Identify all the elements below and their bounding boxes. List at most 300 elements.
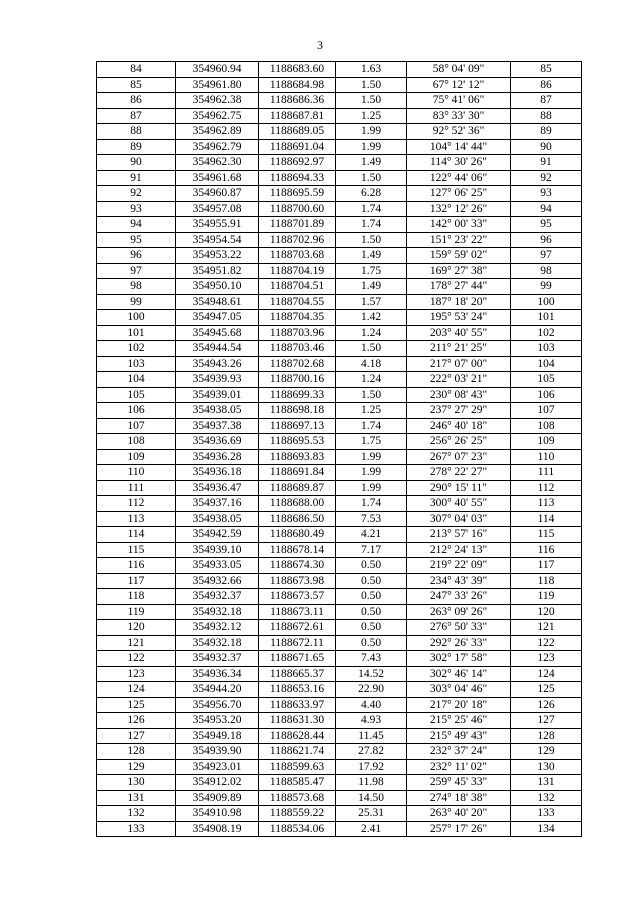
table-row	[97, 155, 582, 171]
bearing-cell: 151° 23' 22"	[407, 232, 511, 248]
next-point-cell: 130	[511, 759, 582, 775]
table-row	[97, 279, 582, 295]
y-coordinate-cell: 1188703.68	[259, 248, 336, 264]
bearing-cell: 75° 41' 06"	[407, 93, 511, 109]
bearing-cell: 247° 33' 26"	[407, 589, 511, 605]
point-number-cell: 124	[97, 682, 176, 698]
distance-cell: 22.90	[336, 682, 407, 698]
distance-cell: 1.74	[336, 217, 407, 233]
x-coordinate-cell: 354932.18	[176, 604, 259, 620]
distance-cell: 14.50	[336, 790, 407, 806]
point-number-cell: 91	[97, 170, 176, 186]
y-coordinate-cell: 1188701.89	[259, 217, 336, 233]
bearing-cell: 267° 07' 23"	[407, 449, 511, 465]
bearing-cell: 195° 53' 24"	[407, 310, 511, 326]
y-coordinate-cell: 1188689.87	[259, 480, 336, 496]
bearing-cell: 274° 18' 38"	[407, 790, 511, 806]
y-coordinate-cell: 1188631.30	[259, 713, 336, 729]
y-coordinate-cell: 1188674.30	[259, 558, 336, 574]
y-coordinate-cell: 1188698.18	[259, 403, 336, 419]
point-number-cell: 125	[97, 697, 176, 713]
x-coordinate-cell: 354909.89	[176, 790, 259, 806]
table-row	[97, 77, 582, 93]
distance-cell: 1.99	[336, 480, 407, 496]
x-coordinate-cell: 354933.05	[176, 558, 259, 574]
distance-cell: 11.45	[336, 728, 407, 744]
table-row	[97, 511, 582, 527]
x-coordinate-cell: 354932.12	[176, 620, 259, 636]
bearing-cell: 217° 20' 18"	[407, 697, 511, 713]
next-point-cell: 91	[511, 155, 582, 171]
point-number-cell: 87	[97, 108, 176, 124]
x-coordinate-cell: 354962.89	[176, 124, 259, 140]
point-number-cell: 84	[97, 62, 176, 78]
x-coordinate-cell: 354948.61	[176, 294, 259, 310]
distance-cell: 1.74	[336, 496, 407, 512]
distance-cell: 1.57	[336, 294, 407, 310]
bearing-cell: 263° 09' 26"	[407, 604, 511, 620]
x-coordinate-cell: 354957.08	[176, 201, 259, 217]
x-coordinate-cell: 354939.10	[176, 542, 259, 558]
distance-cell: 1.50	[336, 93, 407, 109]
next-point-cell: 127	[511, 713, 582, 729]
point-number-cell: 85	[97, 77, 176, 93]
next-point-cell: 132	[511, 790, 582, 806]
y-coordinate-cell: 1188695.59	[259, 186, 336, 202]
next-point-cell: 111	[511, 465, 582, 481]
distance-cell: 7.53	[336, 511, 407, 527]
table-row	[97, 744, 582, 760]
point-number-cell: 120	[97, 620, 176, 636]
x-coordinate-cell: 354949.18	[176, 728, 259, 744]
table-row	[97, 806, 582, 822]
x-coordinate-cell: 354962.38	[176, 93, 259, 109]
distance-cell: 1.50	[336, 77, 407, 93]
distance-cell: 4.18	[336, 356, 407, 372]
next-point-cell: 99	[511, 279, 582, 295]
y-coordinate-cell: 1188700.16	[259, 372, 336, 388]
next-point-cell: 98	[511, 263, 582, 279]
table-row	[97, 775, 582, 791]
next-point-cell: 116	[511, 542, 582, 558]
next-point-cell: 85	[511, 62, 582, 78]
point-number-cell: 130	[97, 775, 176, 791]
point-number-cell: 108	[97, 434, 176, 450]
x-coordinate-cell: 354955.91	[176, 217, 259, 233]
next-point-cell: 110	[511, 449, 582, 465]
y-coordinate-cell: 1188573.68	[259, 790, 336, 806]
distance-cell: 1.50	[336, 387, 407, 403]
point-number-cell: 113	[97, 511, 176, 527]
y-coordinate-cell: 1188689.05	[259, 124, 336, 140]
distance-cell: 1.50	[336, 232, 407, 248]
distance-cell: 0.50	[336, 558, 407, 574]
y-coordinate-cell: 1188703.96	[259, 325, 336, 341]
next-point-cell: 104	[511, 356, 582, 372]
table-row	[97, 713, 582, 729]
x-coordinate-cell: 354945.68	[176, 325, 259, 341]
point-number-cell: 104	[97, 372, 176, 388]
next-point-cell: 106	[511, 387, 582, 403]
bearing-cell: 300° 40' 55"	[407, 496, 511, 512]
point-number-cell: 129	[97, 759, 176, 775]
table-row	[97, 217, 582, 233]
table-row	[97, 620, 582, 636]
bearing-cell: 92° 52' 36"	[407, 124, 511, 140]
y-coordinate-cell: 1188691.84	[259, 465, 336, 481]
point-number-cell: 98	[97, 279, 176, 295]
bearing-cell: 203° 40' 55"	[407, 325, 511, 341]
point-number-cell: 132	[97, 806, 176, 822]
distance-cell: 11.98	[336, 775, 407, 791]
next-point-cell: 101	[511, 310, 582, 326]
distance-cell: 2.41	[336, 821, 407, 837]
bearing-cell: 257° 17' 26"	[407, 821, 511, 837]
x-coordinate-cell: 354962.30	[176, 155, 259, 171]
x-coordinate-cell: 354942.59	[176, 527, 259, 543]
bearing-cell: 222° 03' 21"	[407, 372, 511, 388]
bearing-cell: 58° 04' 09"	[407, 62, 511, 78]
page-number: 3	[317, 38, 323, 52]
x-coordinate-cell: 354950.10	[176, 279, 259, 295]
table-row	[97, 589, 582, 605]
table-row	[97, 108, 582, 124]
point-number-cell: 122	[97, 651, 176, 667]
bearing-cell: 169° 27' 38"	[407, 263, 511, 279]
bearing-cell: 67° 12' 12"	[407, 77, 511, 93]
y-coordinate-cell: 1188695.53	[259, 434, 336, 450]
bearing-cell: 232° 11' 02"	[407, 759, 511, 775]
distance-cell: 1.99	[336, 139, 407, 155]
x-coordinate-cell: 354937.38	[176, 418, 259, 434]
table-row	[97, 294, 582, 310]
next-point-cell: 122	[511, 635, 582, 651]
point-number-cell: 123	[97, 666, 176, 682]
y-coordinate-cell: 1188692.97	[259, 155, 336, 171]
distance-cell: 4.21	[336, 527, 407, 543]
next-point-cell: 87	[511, 93, 582, 109]
y-coordinate-cell: 1188585.47	[259, 775, 336, 791]
bearing-cell: 142° 00' 33"	[407, 217, 511, 233]
x-coordinate-cell: 354960.87	[176, 186, 259, 202]
bearing-cell: 215° 49' 43"	[407, 728, 511, 744]
distance-cell: 1.24	[336, 372, 407, 388]
y-coordinate-cell: 1188700.60	[259, 201, 336, 217]
distance-cell: 1.99	[336, 449, 407, 465]
bearing-cell: 303° 04' 46"	[407, 682, 511, 698]
table-row	[97, 310, 582, 326]
x-coordinate-cell: 354953.20	[176, 713, 259, 729]
point-number-cell: 121	[97, 635, 176, 651]
point-number-cell: 102	[97, 341, 176, 357]
bearing-cell: 213° 57' 16"	[407, 527, 511, 543]
bearing-cell: 219° 22' 09"	[407, 558, 511, 574]
y-coordinate-cell: 1188693.83	[259, 449, 336, 465]
table-row	[97, 124, 582, 140]
bearing-cell: 292° 26' 33"	[407, 635, 511, 651]
bearing-cell: 211° 21' 25"	[407, 341, 511, 357]
y-coordinate-cell: 1188684.98	[259, 77, 336, 93]
distance-cell: 1.49	[336, 155, 407, 171]
table-row	[97, 93, 582, 109]
table-row	[97, 449, 582, 465]
next-point-cell: 115	[511, 527, 582, 543]
distance-cell: 0.50	[336, 635, 407, 651]
point-number-cell: 115	[97, 542, 176, 558]
bearing-cell: 215° 25' 46"	[407, 713, 511, 729]
table-row	[97, 341, 582, 357]
distance-cell: 1.25	[336, 108, 407, 124]
distance-cell: 4.93	[336, 713, 407, 729]
bearing-cell: 302° 17' 58"	[407, 651, 511, 667]
x-coordinate-cell: 354937.16	[176, 496, 259, 512]
x-coordinate-cell: 354962.75	[176, 108, 259, 124]
table-row	[97, 325, 582, 341]
bearing-cell: 104° 14' 44"	[407, 139, 511, 155]
table-row	[97, 790, 582, 806]
table-row	[97, 480, 582, 496]
table-row	[97, 666, 582, 682]
y-coordinate-cell: 1188673.98	[259, 573, 336, 589]
distance-cell: 1.49	[336, 248, 407, 264]
y-coordinate-cell: 1188672.61	[259, 620, 336, 636]
x-coordinate-cell: 354923.01	[176, 759, 259, 775]
point-number-cell: 114	[97, 527, 176, 543]
table-row	[97, 697, 582, 713]
table-row	[97, 728, 582, 744]
y-coordinate-cell: 1188672.11	[259, 635, 336, 651]
distance-cell: 1.50	[336, 170, 407, 186]
next-point-cell: 90	[511, 139, 582, 155]
table-row	[97, 635, 582, 651]
distance-cell: 0.50	[336, 620, 407, 636]
distance-cell: 4.40	[336, 697, 407, 713]
next-point-cell: 95	[511, 217, 582, 233]
bearing-cell: 263° 40' 20"	[407, 806, 511, 822]
next-point-cell: 105	[511, 372, 582, 388]
next-point-cell: 100	[511, 294, 582, 310]
y-coordinate-cell: 1188704.55	[259, 294, 336, 310]
x-coordinate-cell: 354951.82	[176, 263, 259, 279]
point-number-cell: 119	[97, 604, 176, 620]
point-number-cell: 110	[97, 465, 176, 481]
bearing-cell: 302° 46' 14"	[407, 666, 511, 682]
y-coordinate-cell: 1188559.22	[259, 806, 336, 822]
bearing-cell: 114° 30' 26"	[407, 155, 511, 171]
bearing-cell: 83° 33' 30"	[407, 108, 511, 124]
bearing-cell: 122° 44' 06"	[407, 170, 511, 186]
point-number-cell: 93	[97, 201, 176, 217]
y-coordinate-cell: 1188704.19	[259, 263, 336, 279]
point-number-cell: 90	[97, 155, 176, 171]
point-number-cell: 92	[97, 186, 176, 202]
point-number-cell: 133	[97, 821, 176, 837]
next-point-cell: 123	[511, 651, 582, 667]
next-point-cell: 131	[511, 775, 582, 791]
next-point-cell: 97	[511, 248, 582, 264]
table-row	[97, 465, 582, 481]
y-coordinate-cell: 1188678.14	[259, 542, 336, 558]
distance-cell: 1.24	[336, 325, 407, 341]
bearing-cell: 246° 40' 18"	[407, 418, 511, 434]
x-coordinate-cell: 354944.20	[176, 682, 259, 698]
coordinates-table	[96, 61, 582, 837]
x-coordinate-cell: 354936.34	[176, 666, 259, 682]
bearing-cell: 217° 07' 00"	[407, 356, 511, 372]
x-coordinate-cell: 354961.80	[176, 77, 259, 93]
x-coordinate-cell: 354954.54	[176, 232, 259, 248]
bearing-cell: 132° 12' 26"	[407, 201, 511, 217]
table-row	[97, 356, 582, 372]
x-coordinate-cell: 354939.93	[176, 372, 259, 388]
next-point-cell: 102	[511, 325, 582, 341]
x-coordinate-cell: 354936.18	[176, 465, 259, 481]
bearing-cell: 187° 18' 20"	[407, 294, 511, 310]
distance-cell: 0.50	[336, 589, 407, 605]
x-coordinate-cell: 354932.18	[176, 635, 259, 651]
point-number-cell: 112	[97, 496, 176, 512]
distance-cell: 1.49	[336, 279, 407, 295]
y-coordinate-cell: 1188534.06	[259, 821, 336, 837]
distance-cell: 1.75	[336, 434, 407, 450]
point-number-cell: 96	[97, 248, 176, 264]
y-coordinate-cell: 1188699.33	[259, 387, 336, 403]
distance-cell: 7.43	[336, 651, 407, 667]
coordinates-table-body	[97, 62, 582, 837]
x-coordinate-cell: 354956.70	[176, 697, 259, 713]
y-coordinate-cell: 1188628.44	[259, 728, 336, 744]
table-row	[97, 542, 582, 558]
distance-cell: 17.92	[336, 759, 407, 775]
y-coordinate-cell: 1188688.00	[259, 496, 336, 512]
next-point-cell: 117	[511, 558, 582, 574]
x-coordinate-cell: 354936.28	[176, 449, 259, 465]
table-row	[97, 418, 582, 434]
table-row	[97, 558, 582, 574]
point-number-cell: 86	[97, 93, 176, 109]
y-coordinate-cell: 1188599.63	[259, 759, 336, 775]
next-point-cell: 133	[511, 806, 582, 822]
distance-cell: 1.25	[336, 403, 407, 419]
distance-cell: 7.17	[336, 542, 407, 558]
bearing-cell: 256° 26' 25"	[407, 434, 511, 450]
table-row	[97, 759, 582, 775]
next-point-cell: 134	[511, 821, 582, 837]
y-coordinate-cell: 1188691.04	[259, 139, 336, 155]
distance-cell: 1.50	[336, 341, 407, 357]
bearing-cell: 237° 27' 29"	[407, 403, 511, 419]
point-number-cell: 106	[97, 403, 176, 419]
next-point-cell: 119	[511, 589, 582, 605]
table-row	[97, 403, 582, 419]
y-coordinate-cell: 1188671.65	[259, 651, 336, 667]
distance-cell: 25.31	[336, 806, 407, 822]
distance-cell: 1.75	[336, 263, 407, 279]
y-coordinate-cell: 1188683.60	[259, 62, 336, 78]
x-coordinate-cell: 354947.05	[176, 310, 259, 326]
next-point-cell: 108	[511, 418, 582, 434]
x-coordinate-cell: 354932.37	[176, 651, 259, 667]
y-coordinate-cell: 1188665.37	[259, 666, 336, 682]
distance-cell: 27.82	[336, 744, 407, 760]
bearing-cell: 232° 37' 24"	[407, 744, 511, 760]
table-row	[97, 496, 582, 512]
next-point-cell: 93	[511, 186, 582, 202]
x-coordinate-cell: 354962.79	[176, 139, 259, 155]
point-number-cell: 105	[97, 387, 176, 403]
y-coordinate-cell: 1188702.68	[259, 356, 336, 372]
table-row	[97, 170, 582, 186]
table-row	[97, 604, 582, 620]
x-coordinate-cell: 354953.22	[176, 248, 259, 264]
next-point-cell: 129	[511, 744, 582, 760]
next-point-cell: 125	[511, 682, 582, 698]
next-point-cell: 124	[511, 666, 582, 682]
point-number-cell: 101	[97, 325, 176, 341]
bearing-cell: 307° 04' 03"	[407, 511, 511, 527]
table-row	[97, 232, 582, 248]
point-number-cell: 97	[97, 263, 176, 279]
point-number-cell: 89	[97, 139, 176, 155]
x-coordinate-cell: 354912.02	[176, 775, 259, 791]
table-row	[97, 372, 582, 388]
x-coordinate-cell: 354932.37	[176, 589, 259, 605]
y-coordinate-cell: 1188703.46	[259, 341, 336, 357]
next-point-cell: 94	[511, 201, 582, 217]
x-coordinate-cell: 354936.47	[176, 480, 259, 496]
next-point-cell: 113	[511, 496, 582, 512]
y-coordinate-cell: 1188621.74	[259, 744, 336, 760]
y-coordinate-cell: 1188686.50	[259, 511, 336, 527]
y-coordinate-cell: 1188633.97	[259, 697, 336, 713]
next-point-cell: 92	[511, 170, 582, 186]
next-point-cell: 126	[511, 697, 582, 713]
next-point-cell: 112	[511, 480, 582, 496]
next-point-cell: 114	[511, 511, 582, 527]
point-number-cell: 117	[97, 573, 176, 589]
bearing-cell: 159° 59' 02"	[407, 248, 511, 264]
next-point-cell: 109	[511, 434, 582, 450]
table-row	[97, 62, 582, 78]
distance-cell: 1.74	[336, 201, 407, 217]
point-number-cell: 118	[97, 589, 176, 605]
distance-cell: 14.52	[336, 666, 407, 682]
x-coordinate-cell: 354938.05	[176, 511, 259, 527]
x-coordinate-cell: 354939.01	[176, 387, 259, 403]
bearing-cell: 234° 43' 39"	[407, 573, 511, 589]
next-point-cell: 107	[511, 403, 582, 419]
bearing-cell: 230° 08' 43"	[407, 387, 511, 403]
point-number-cell: 94	[97, 217, 176, 233]
x-coordinate-cell: 354932.66	[176, 573, 259, 589]
y-coordinate-cell: 1188704.35	[259, 310, 336, 326]
point-number-cell: 116	[97, 558, 176, 574]
distance-cell: 0.50	[336, 573, 407, 589]
point-number-cell: 109	[97, 449, 176, 465]
distance-cell: 1.74	[336, 418, 407, 434]
table-row	[97, 821, 582, 837]
x-coordinate-cell: 354943.26	[176, 356, 259, 372]
x-coordinate-cell: 354936.69	[176, 434, 259, 450]
next-point-cell: 88	[511, 108, 582, 124]
table-row	[97, 527, 582, 543]
point-number-cell: 88	[97, 124, 176, 140]
distance-cell: 1.63	[336, 62, 407, 78]
point-number-cell: 111	[97, 480, 176, 496]
y-coordinate-cell: 1188653.16	[259, 682, 336, 698]
next-point-cell: 121	[511, 620, 582, 636]
y-coordinate-cell: 1188704.51	[259, 279, 336, 295]
